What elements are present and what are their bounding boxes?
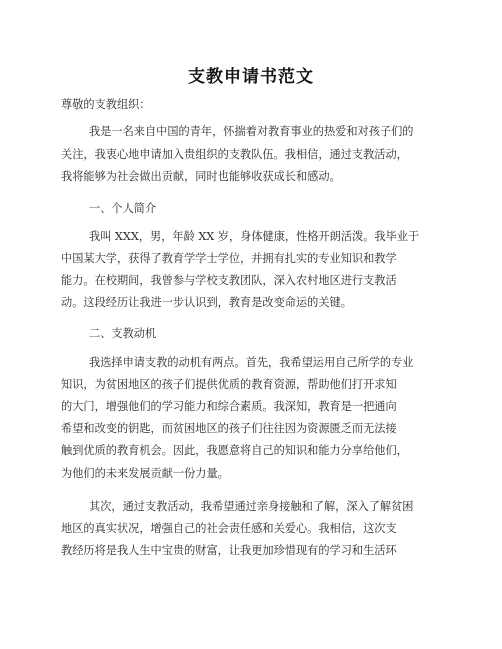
intro-line-1: 我是一名来自中国的青年，怀揣着对教育事业的热爱和对孩子们的	[89, 125, 414, 138]
document-title: 支教申请书范文	[188, 67, 314, 87]
profile-line-3: 能力。在校期间，我曾参与学校支教团队，深入农村地区进行支教活	[61, 274, 397, 287]
motivation-p1-line-1: 我选择申请支教的动机有两点。首先，我希望运用自己所学的专业	[89, 356, 414, 369]
salutation: 尊敬的支教组织：	[61, 98, 151, 111]
profile-line-4: 动。这段经历让我进一步认识到，教育是改变命运的关键。	[61, 296, 352, 309]
section-heading-motivation: 二、支教动机	[89, 327, 157, 340]
motivation-p1-line-5: 触到优质的教育机会。因此，我愿意将自己的知识和能力分享给他们，	[61, 444, 408, 457]
motivation-p1-line-4: 希望和改变的钥匙，而贫困地区的孩子们往往因为资源匮乏而无法接	[61, 422, 397, 435]
motivation-p2-line-1: 其次，通过支教活动，我希望通过亲身接触和了解，深入了解贫困	[89, 500, 414, 513]
profile-line-1: 我叫 XXX，男，年龄 XX 岁，身体健康，性格开朗活泼。我毕业于	[89, 230, 420, 243]
section-heading-profile: 一、个人简介	[89, 202, 157, 215]
motivation-p1-line-2: 知识，为贫困地区的孩子们提供优质的教育资源，帮助他们打开求知	[61, 378, 397, 391]
motivation-p1-line-6: 为他们的未来发展贡献一份力量。	[61, 467, 229, 480]
intro-line-2: 关注，我衷心地申请加入贵组织的支教队伍。我相信，通过支教活动，	[61, 148, 408, 161]
profile-line-2: 中国某大学，获得了教育学学士学位，并拥有扎实的专业知识和教学	[61, 252, 397, 265]
motivation-p1-line-3: 的大门，增强他们的学习能力和综合素质。我深知，教育是一把通向	[61, 400, 397, 413]
motivation-p2-line-3: 教经历将是我人生中宝贵的财富，让我更加珍惜现有的学习和生活环	[61, 544, 397, 557]
motivation-p2-line-2: 地区的真实状况，增强自己的社会责任感和关爱心。我相信，这次支	[61, 522, 397, 535]
intro-line-3: 我将能够为社会做出贡献，同时也能够收获成长和感动。	[61, 170, 341, 183]
